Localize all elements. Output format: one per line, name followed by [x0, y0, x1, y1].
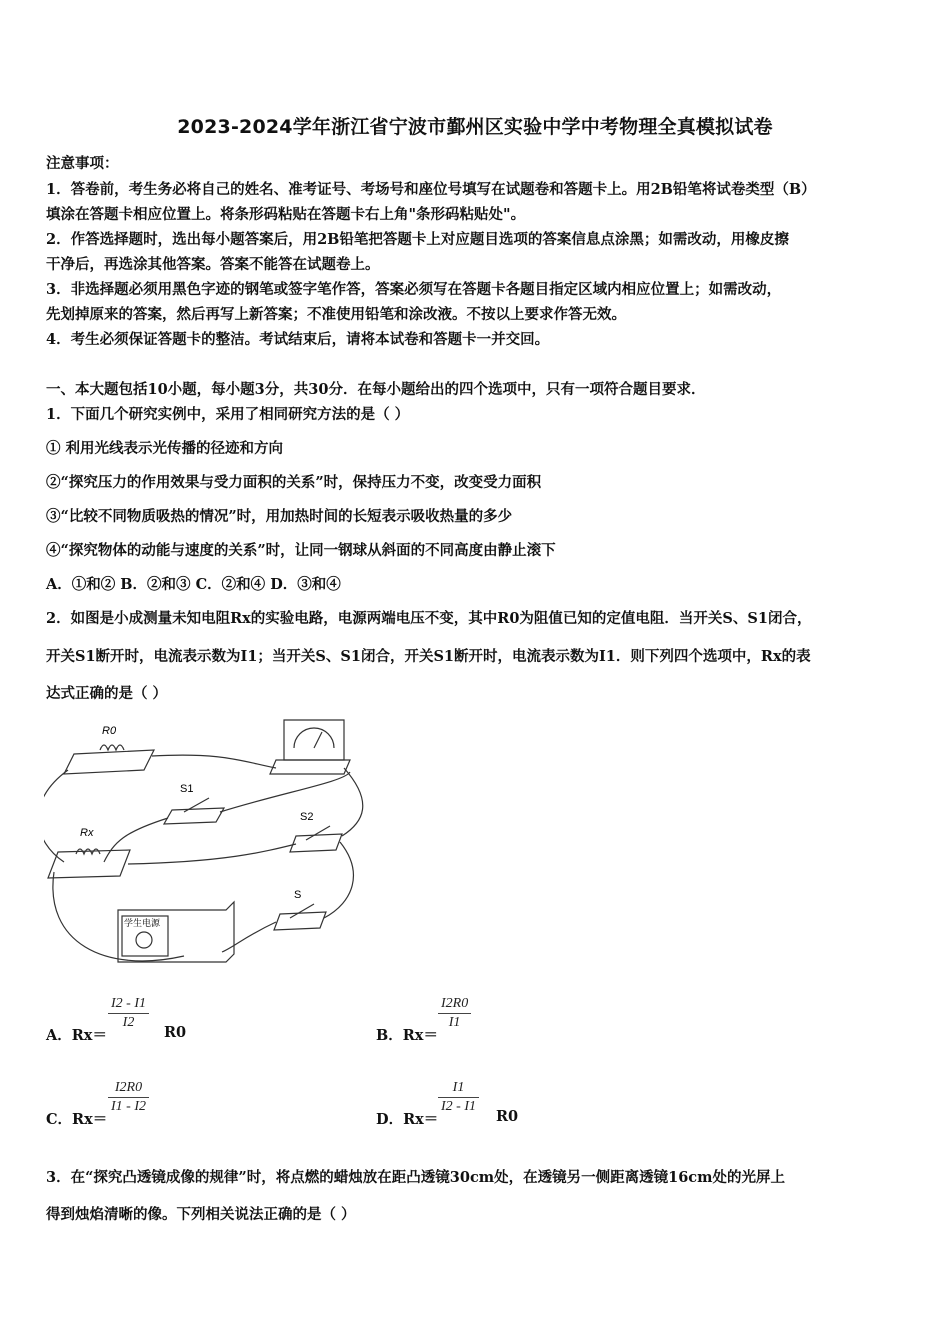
wire	[220, 772, 350, 812]
s2-label: S2	[300, 811, 314, 823]
s-label: S	[294, 889, 302, 901]
rx-board	[48, 850, 130, 878]
r0-board	[64, 750, 154, 774]
ammeter-dial	[294, 728, 334, 748]
q2-option-a-tail: R0	[164, 1024, 187, 1041]
wire	[342, 768, 363, 836]
s-lever	[290, 904, 314, 918]
q2-option-d: D．Rx＝	[376, 1111, 439, 1128]
s-board	[274, 912, 326, 930]
power-label: 学生电源	[124, 919, 161, 929]
q3-stem-line1: 3．在“探究凸透镜成像的规律”时，将点燃的蜡烛放在距凸透镜30cm处，在透镜另一侧距离透镜16cm处的光屏上	[46, 1169, 785, 1186]
notice-line: 先划掉原来的答案，然后再写上新答案；不准使用铅笔和涂改液。不按以上要求作答无效。	[46, 306, 626, 323]
power-body	[118, 902, 234, 962]
q3-stem-line2: 得到烛焰清晰的像。下列相关说法正确的是（ ）	[46, 1206, 356, 1223]
power-knob	[136, 932, 152, 948]
wire	[44, 770, 68, 862]
wire	[104, 818, 168, 862]
wire	[324, 842, 353, 918]
ammeter-needle	[314, 732, 322, 748]
s1-board	[164, 808, 224, 824]
q2-option-d-fraction: I1 I2 - I1	[438, 1080, 479, 1115]
section-heading: 一、本大题包括10小题，每小题3分，共30分．在每小题给出的四个选项中，只有一项符合题目要求．	[46, 381, 706, 398]
q2-option-b-fraction: I2R0 I1	[438, 996, 471, 1031]
q1-item: ③“比较不同物质吸热的情况”时，用加热时间的长短表示吸收热量的多少	[46, 508, 513, 525]
s1-lever	[184, 798, 209, 812]
circuit-diagram	[44, 712, 364, 980]
notice-line: 3．非选择题必须用黑色字迹的钢笔或签字笔作答，答案必须写在答题卡各题目指定区域内相应位置上；如需改动，	[46, 281, 782, 298]
s2-board	[290, 834, 342, 852]
q1-item: ④“探究物体的动能与速度的关系”时，让同一钢球从斜面的不同高度由静止滚下	[46, 542, 556, 559]
notice-line: 4．考生必须保证答题卡的整洁。考试结束后，请将本试卷和答题卡一并交回。	[46, 331, 550, 348]
q2-option-d-tail: R0	[496, 1108, 519, 1125]
wire	[128, 844, 296, 864]
notice-line: 1．答卷前，考生务必将自己的姓名、准考证号、考场号和座位号填写在试题卷和答题卡上。用2B铅笔将试卷类型（B）	[46, 181, 816, 198]
q2-option-a-fraction: I2 - I1 I2	[108, 996, 149, 1031]
s2-lever	[306, 826, 330, 840]
q1-item: ②“探究压力的作用效果与受力面积的关系”时，保持压力不变，改变受力面积	[46, 474, 542, 491]
q2-option-c-fraction: I2R0 I1 - I2	[108, 1080, 149, 1115]
wire	[222, 922, 276, 952]
q2-option-a: A．Rx＝	[46, 1027, 107, 1044]
page-title: 2023-2024学年浙江省宁波市鄞州区实验中学中考物理全真模拟试卷	[177, 116, 773, 138]
q1-stem: 1．下面几个研究实例中，采用了相同研究方法的是（ ）	[46, 406, 410, 423]
q1-item: ① 利用光线表示光传播的径迹和方向	[46, 440, 284, 457]
r0-coil	[100, 745, 124, 750]
q2-stem-line1: 2．如图是小成测量未知电阻Rx的实验电路，电源两端电压不变，其中R0为阻值已知的定值电阻．当开关S、S1闭合，	[46, 610, 812, 627]
s1-label: S1	[180, 783, 194, 795]
q2-option-c: C．Rx＝	[46, 1111, 108, 1128]
notice-heading: 注意事项：	[46, 155, 119, 172]
notice-line: 2．作答选择题时，选出每小题答案后，用2B铅笔把答题卡上对应题目选项的答案信息点涂黑；如需改动，用橡皮擦	[46, 231, 789, 248]
q2-stem-line3: 达式正确的是（ ）	[46, 685, 168, 702]
notice-line: 填涂在答题卡相应位置上。将条形码粘贴在答题卡右上角"条形码粘贴处"。	[46, 206, 526, 223]
q1-options: A．①和② B．②和③ C．②和④ D．③和④	[46, 576, 341, 593]
notice-line: 干净后，再选涂其他答案。答案不能答在试题卷上。	[46, 256, 380, 273]
r0-label: R0	[102, 725, 117, 737]
ammeter-base	[270, 760, 350, 774]
wire	[152, 755, 276, 768]
rx-label: Rx	[80, 827, 94, 839]
ammeter-body	[284, 720, 344, 760]
q2-option-b: B．Rx＝	[376, 1027, 438, 1044]
q2-stem-line2: 开关S1断开时，电流表示数为I1；当开关S、S1闭合，开关S1断开时，电流表示数为I1．则下列四个选项中，Rx的表	[46, 648, 811, 665]
